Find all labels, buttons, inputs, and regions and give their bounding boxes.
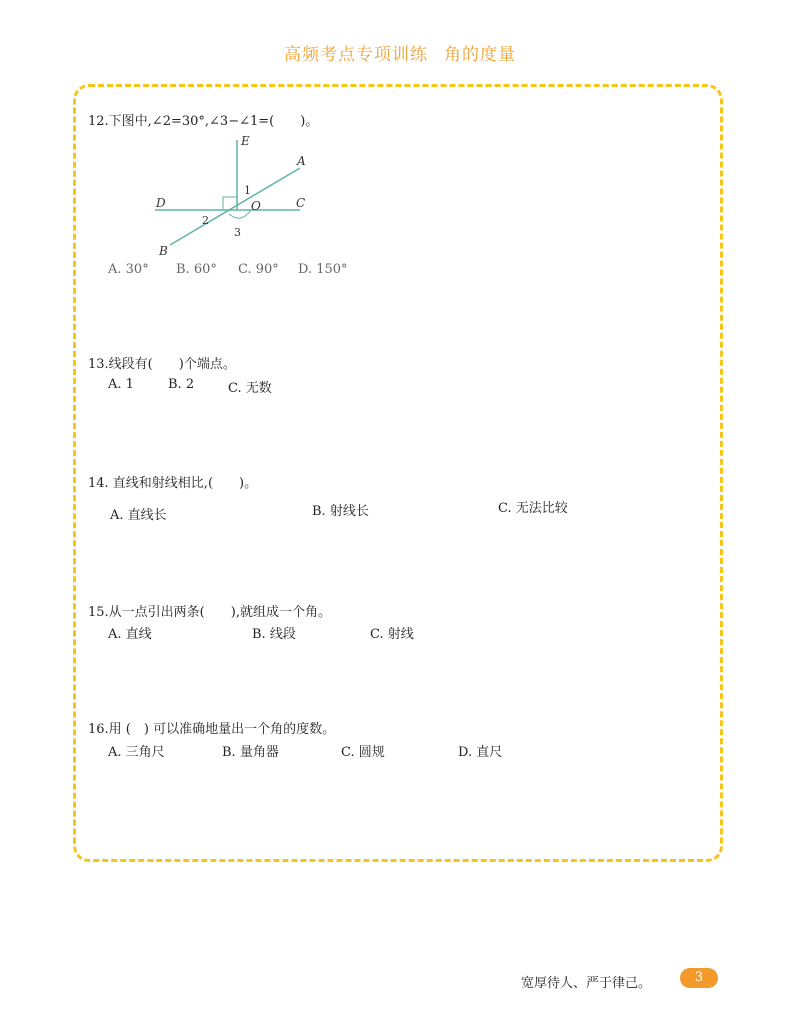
q13-option-b[interactable]: B. 2 xyxy=(168,377,195,392)
q12-option-c[interactable]: C. 90° xyxy=(238,262,279,277)
footer-motto: 宽厚待人、严于律己。 xyxy=(521,976,652,991)
q16-option-b[interactable]: B. 量角器 xyxy=(222,745,279,760)
q15-option-b[interactable]: B. 线段 xyxy=(252,627,296,642)
q12-option-b[interactable]: B. 60° xyxy=(176,262,217,277)
label-o: O xyxy=(251,199,261,213)
label-e: E xyxy=(241,134,250,148)
q14-option-a[interactable]: A. 直线长 xyxy=(110,508,167,523)
q16-option-d[interactable]: D. 直尺 xyxy=(458,745,503,760)
q12-option-a[interactable]: A. 30° xyxy=(108,262,149,277)
label-a: A xyxy=(297,154,306,168)
q13-option-c[interactable]: C. 无数 xyxy=(228,381,272,396)
right-angle-mark xyxy=(223,197,237,210)
q12-angle-figure xyxy=(150,130,350,260)
q14-option-c[interactable]: C. 无法比较 xyxy=(498,501,568,516)
page-number-badge: 3 xyxy=(680,968,718,988)
page-header xyxy=(0,40,800,65)
label-angle-2: 2 xyxy=(202,214,209,227)
q12-option-d[interactable]: D. 150° xyxy=(298,262,348,277)
q16-stem: 16.用 ( ) 可以准确地量出一个角的度数。 xyxy=(88,722,336,737)
q16-option-c[interactable]: C. 圆规 xyxy=(341,745,385,760)
label-angle-3: 3 xyxy=(234,226,241,239)
q15-stem: 15.从一点引出两条( ),就组成一个角。 xyxy=(88,605,331,620)
q15-option-c[interactable]: C. 射线 xyxy=(370,627,414,642)
q14-option-b[interactable]: B. 射线长 xyxy=(312,504,369,519)
q15-option-a[interactable]: A. 直线 xyxy=(108,627,152,642)
q12-stem: 12.下图中,∠2=30°,∠3−∠1=( )。 xyxy=(88,114,319,129)
label-c: C xyxy=(296,196,306,210)
q16-option-a[interactable]: A. 三角尺 xyxy=(108,745,165,760)
q13-stem: 13.线段有( )个端点。 xyxy=(88,357,236,372)
label-d: D xyxy=(156,196,166,210)
header-right-title: 角的度量 xyxy=(444,45,516,65)
q13-option-a[interactable]: A. 1 xyxy=(108,377,134,392)
label-angle-1: 1 xyxy=(244,184,251,197)
label-b: B xyxy=(159,244,168,258)
angle-3-arc xyxy=(229,210,251,218)
header-left-title: 高频考点专项训练 xyxy=(284,45,428,65)
q14-stem: 14. 直线和射线相比,( )。 xyxy=(88,476,258,491)
